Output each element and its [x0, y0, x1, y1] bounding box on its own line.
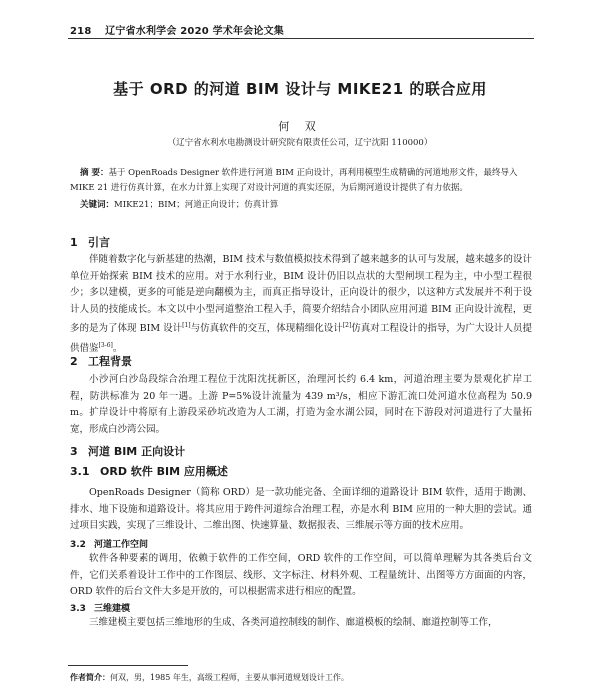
page-number: 218 [70, 26, 92, 37]
paper-title: 基于 ORD 的河道 BIM 设计与 MIKE21 的联合应用 [113, 80, 487, 98]
running-header [70, 22, 284, 37]
section-heading-1: 1 引言 [70, 236, 110, 249]
keywords [80, 198, 532, 210]
section-heading-3: 3 河道 BIM 正向设计 [70, 445, 186, 458]
footnote-text: 何双，男，1985 年生，高级工程师，主要从事河道规划设计工作。 [110, 673, 349, 682]
section-2-paragraph: 小沙河白沙岛段综合治理工程位于沈阳沈抚新区，治理河长约 6.4 km，河道治理主要为景观化扩岸工程，防洪标准为 20 年一遇。上游 P=5%设计流量为 439 m³/s，相应下游汇流口处河道水位高程为 50.9 m。扩岸设计中将原有上游段采砂坑改造为人工湖，打造为金水湖公园，同时在下游段对河道进行了大量拓宽，形成白沙湾公园。 [70, 374, 532, 435]
subsection-3-3-paragraph: 三维建模主要包括三维地形的生成、各类河道控制线的制作、廊道模板的绘制、廊道控制等工作， [89, 617, 498, 628]
subsection-heading-3-1: 3.1 ORD 软件 BIM 应用概述 [70, 465, 228, 478]
subsection-heading-3-2: 3.2 河道工作空间 [70, 540, 149, 550]
citation-3: [3-6] [98, 341, 113, 349]
footnote [70, 672, 349, 683]
footnote-label: 作者简介： [70, 673, 110, 682]
affiliation: （辽宁省水利水电勘测设计研究院有限责任公司，辽宁沈阳 110000） [167, 138, 433, 148]
section-1-paragraph: 伴随着数字化与新基建的热潮，BIM 技术与数值模拟技术得到了越来越多的认可与发展，越来越多的设计单位开始探索 BIM 技术的应用。对于水利行业，BIM 设计仍旧以点状的大型闸坝工程为主，中小型工程很少；多以建模，更多的可能是逆向翻模为主，而真正指导设计，正向设计的很少，以这种方式发展并不利于设计人员的技能成长。本文以中小型河道整治工程入手，简要介绍结合小团队应用河道 BIM 正向设计流程，更多的是为了体现 BIM 设计[1]与仿真软件的交互，体现精细化设计[2]仿真对工程设计的指导，为广大设计人员提供借鉴[3-6]。 [70, 254, 532, 354]
header-rule [68, 38, 534, 39]
keywords-label: 关键词： [80, 200, 115, 210]
keywords-text: MIKE21；BIM；河道正向设计；仿真计算 [114, 200, 279, 210]
subsection-heading-3-3: 3.3 三维建模 [70, 604, 131, 614]
abstract-label: 摘 要： [80, 168, 109, 178]
subsection-3-1-paragraph: OpenRoads Designer（简称 ORD）是一款功能完备、全面详细的道路设计 BIM 软件，适用于勘测、排水、地下设施和道路设计。将其应用于跨件河道综合治理工程，亦是水利 BIM 应用的一种大胆的尝试。通过项目实践，实现了三维设计、二维出图、快速算量、数据报表、三维展示等方面的技术应用。 [70, 487, 532, 531]
abstract-text: 基于 OpenRoads Designer 软件进行河道 BIM 正向设计，再利用模型生成精确的河道地形文件，最终导入 MIKE 21 进行仿真计算，在水力计算上实现了对设计河道的真实还原，为后期河道设计提供了有力依据。 [70, 168, 518, 193]
citation-2: [2] [342, 322, 352, 329]
section-heading-2: 2 工程背景 [70, 355, 132, 368]
citation-1: [1] [182, 322, 191, 329]
subsection-3-2-paragraph: 软件各种要素的调用，依赖于软件的工作空间，ORD 软件的工作空间，可以简单理解为其各类后台文件，它们关系着设计工作中的工作图层、线形、文字标注、材料外观、工程量统计、出图等方方面面的内容，ORD 软件的后台文件大多是开放的，可以根据需求进行相应的配置。 [70, 553, 532, 597]
footnote-rule [68, 665, 188, 666]
author: 何 双 [278, 120, 322, 133]
running-title: 辽宁省水利学会 2020 学术年会论文集 [105, 26, 284, 37]
abstract [70, 166, 532, 196]
